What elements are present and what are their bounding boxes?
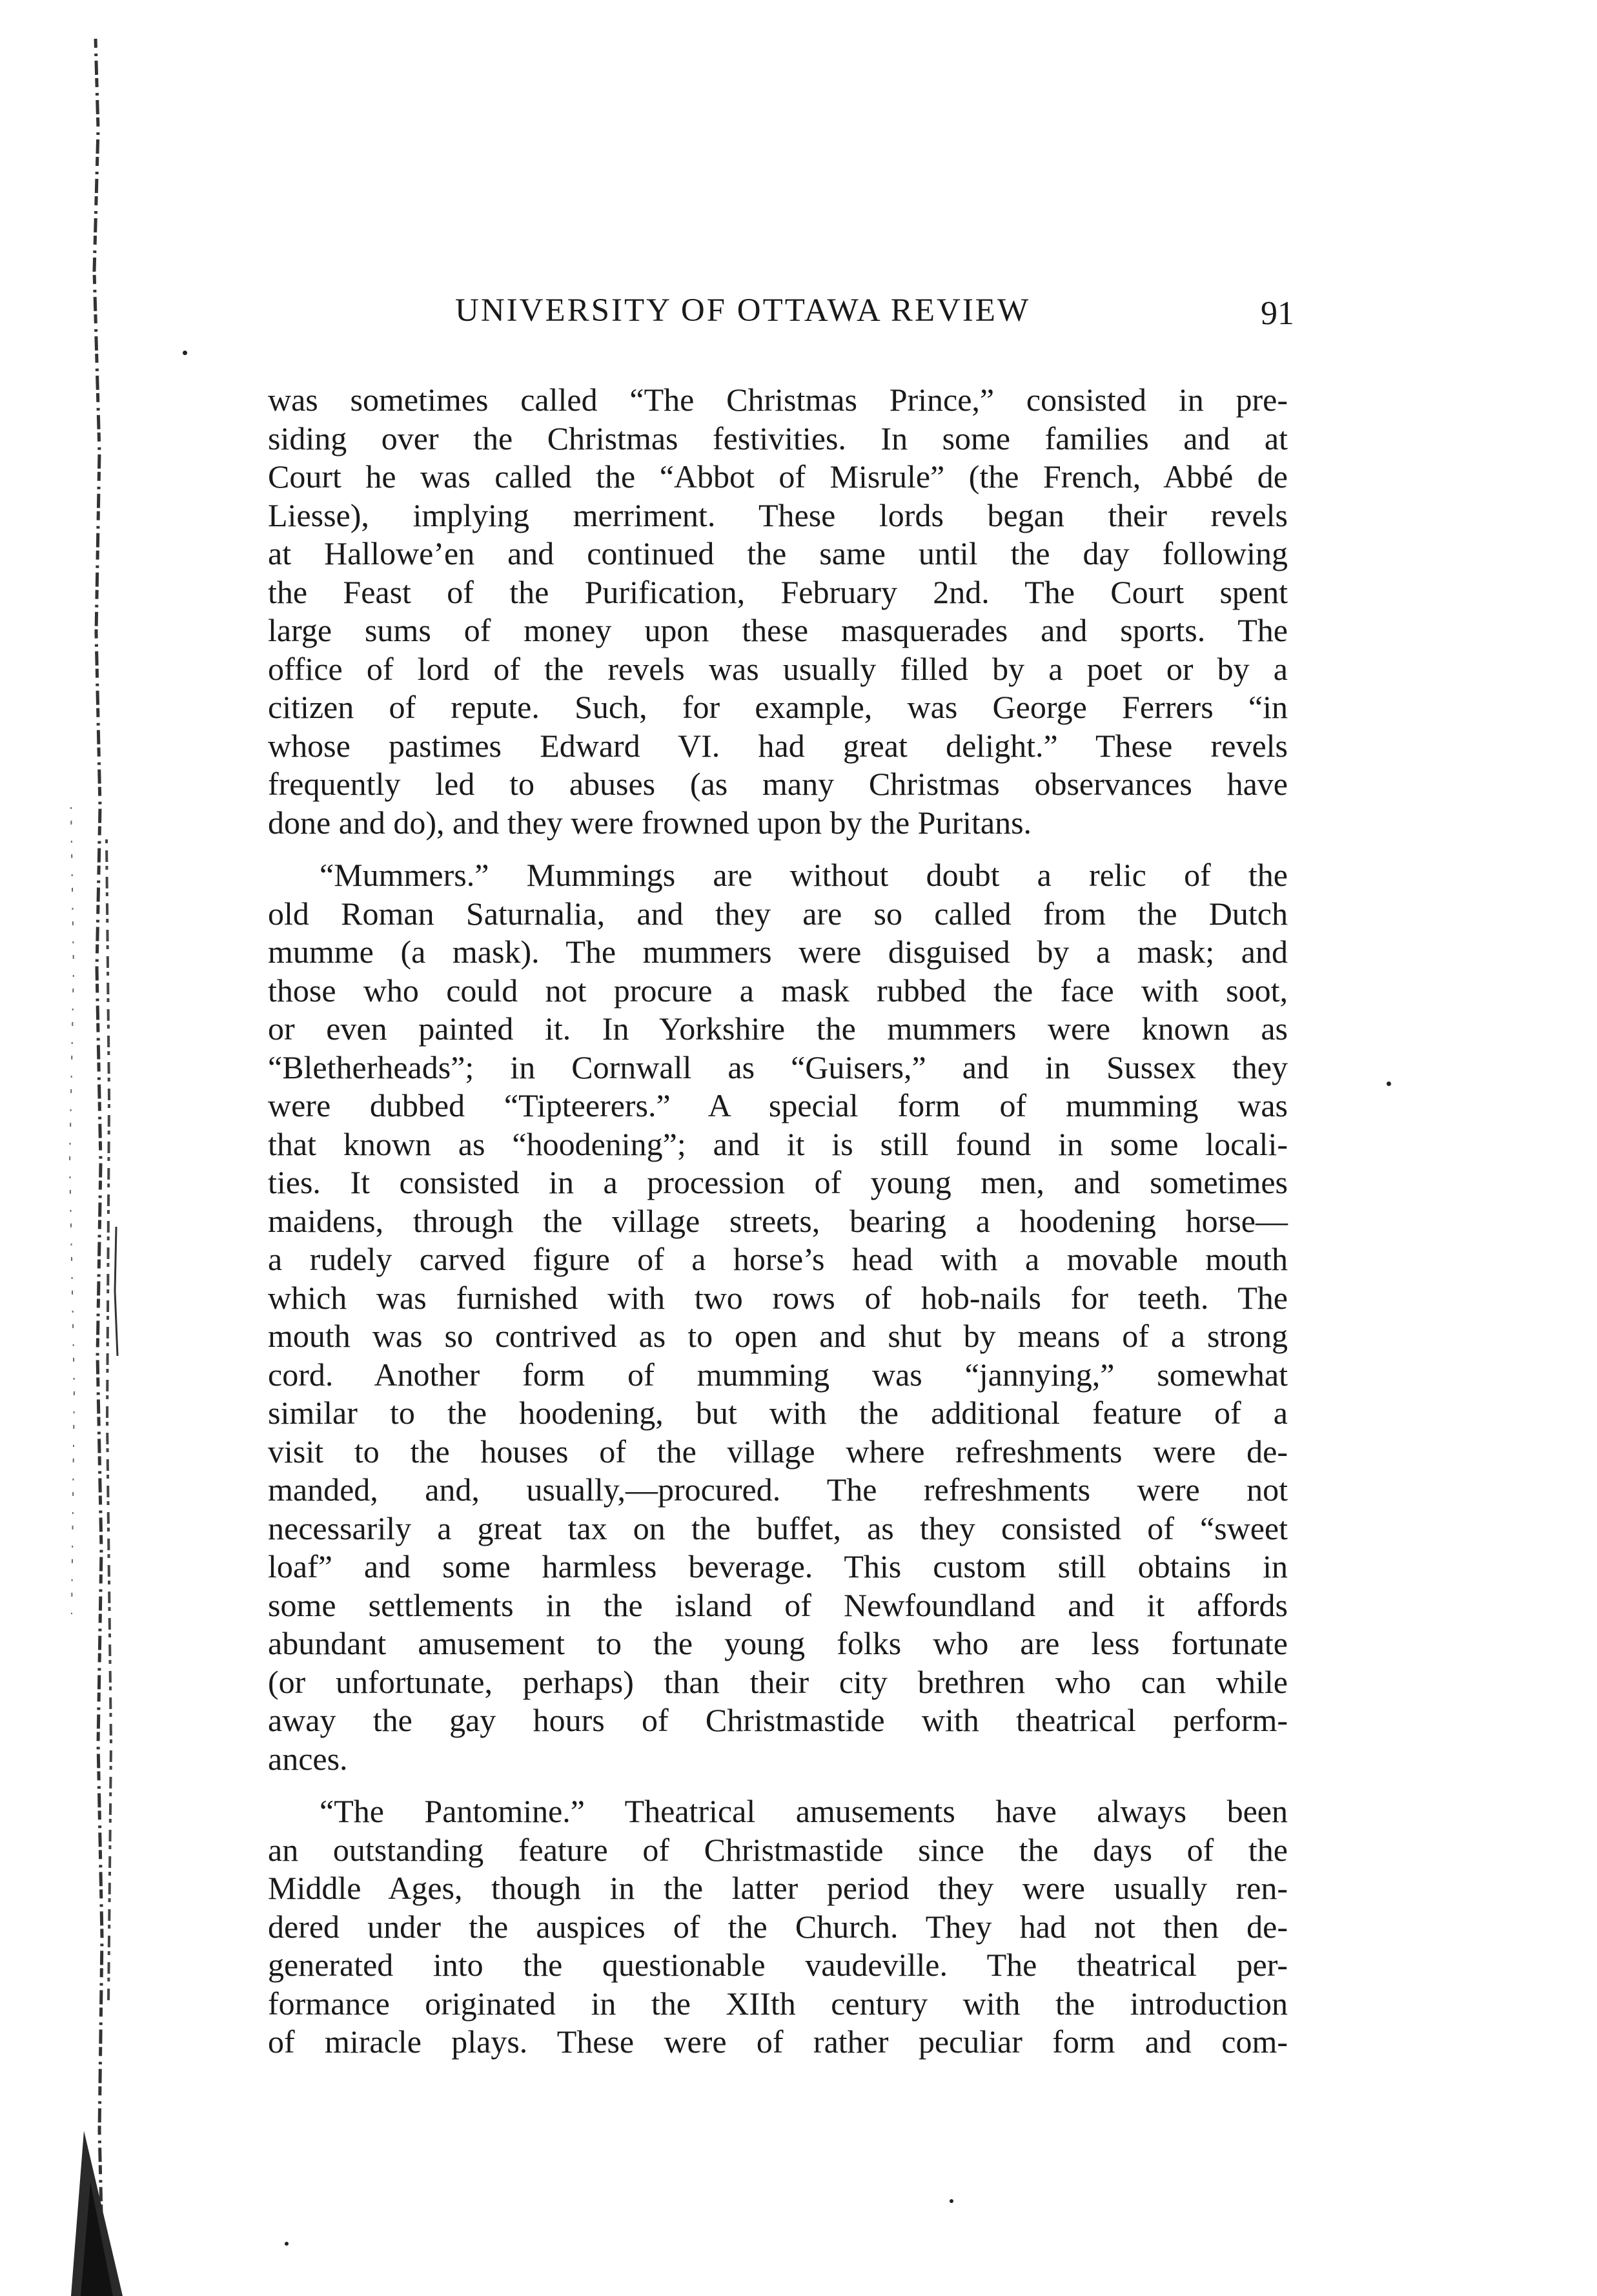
text-line: whose pastimes Edward VI. had great delight.” These revels [268,727,1288,764]
text-line: similar to the hoodening, but with the additional feature of a [268,1395,1288,1431]
text-line: “Mummers.” Mummings are without doubt a relic of the [320,857,1288,893]
text-line: some settlements in the island of Newfoundland and it affords [268,1586,1288,1623]
text-line: manded, and, usually,—procured. The refreshments were not [268,1471,1288,1508]
text-line: citizen of repute. Such, for example, was George Ferrers “in [268,689,1288,725]
text-line: those who could not procure a mask rubbed the face with soot, [268,972,1288,1009]
text-line: dered under the auspices of the Church. They had not then de- [268,1908,1288,1945]
text-line: at Hallowe’en and continued the same until the day following [268,535,1288,571]
text-line: frequently led to abuses (as many Christmas observances have [268,766,1288,802]
text-line: maidens, through the village streets, bearing a hoodening horse— [268,1202,1288,1239]
text-line: ances. [268,1740,348,1777]
text-line: Middle Ages, though in the latter period they were usually ren- [268,1870,1288,1906]
scan-speck [285,2242,289,2246]
body-text [268,381,1288,2062]
text-line: necessarily a great tax on the buffet, as they consisted of “sweet [268,1510,1288,1546]
text-line: visit to the houses of the village where refreshments were de- [268,1433,1288,1470]
text-line: was sometimes called “The Christmas Prince,” consisted in pre- [268,382,1288,418]
text-line: which was furnished with two rows of hob-nails for teeth. The [268,1279,1288,1316]
scan-speck [1387,1081,1391,1086]
text-line: siding over the Christmas festivities. In some families and at [268,420,1288,456]
paragraph [268,381,1288,842]
journal-title: UNIVERSITY OF OTTAWA REVIEW [455,292,1031,329]
text-line: generated into the questionable vaudeville. The theatrical per- [268,1947,1288,1983]
text-line: (or unfortunate, perhaps) than their city brethren who can while [268,1663,1288,1700]
text-line: loaf” and some harmless beverage. This custom still obtains in [268,1548,1288,1584]
text-line: cord. Another form of mumming was “jannying,” somewhat [268,1356,1288,1393]
scan-speck [950,2199,953,2203]
text-line: Liesse), implying merriment. These lords began their revels [268,497,1288,533]
text-line: of miracle plays. These were of rather peculiar form and com- [268,2024,1288,2060]
text-line: were dubbed “Tipteerers.” A special form of mumming was [268,1087,1288,1123]
paragraph [268,856,1288,1778]
text-line: “Bletherheads”; in Cornwall as “Guisers,” and in Sussex they [268,1049,1288,1085]
text-line: done and do), and they were frowned upon by the Puritans. [268,804,1032,841]
text-line: ties. It consisted in a procession of young men, and sometimes [268,1164,1288,1200]
text-line: a rudely carved figure of a horse’s head with a movable mouth [268,1241,1288,1277]
text-line: an outstanding feature of Christmastide since the days of the [268,1831,1288,1868]
text-line: the Feast of the Purification, February 2nd. The Court spent [268,573,1288,610]
text-line: office of lord of the revels was usually filled by a poet or by a [268,650,1288,687]
text-line: mouth was so contrived as to open and shut by means of a strong [268,1318,1288,1354]
scan-speck [183,351,187,355]
text-line: that known as “hoodening”; and it is still found in some locali- [268,1125,1288,1162]
text-line: or even painted it. In Yorkshire the mummers were known as [268,1010,1288,1047]
text-line: abundant amusement to the young folks who are less fortunate [268,1625,1288,1661]
page-number: 91 [1261,295,1294,332]
text-line: Court he was called the “Abbot of Misrule” (the French, Abbé de [268,458,1288,495]
text-line: “The Pantomine.” Theatrical amusements have always been [320,1793,1288,1829]
paragraph [268,1792,1288,2062]
running-head [455,292,1294,343]
text-line: formance originated in the XIIth century with the introduction [268,1985,1288,2022]
scanned-binding-edge [45,0,136,2296]
text-line: old Roman Saturnalia, and they are so called from the Dutch [268,895,1288,932]
text-line: away the gay hours of Christmastide with theatrical perform- [268,1702,1288,1738]
text-line: mumme (a mask). The mummers were disguised by a mask; and [268,934,1288,970]
text-line: large sums of money upon these masquerades and sports. The [268,612,1288,648]
